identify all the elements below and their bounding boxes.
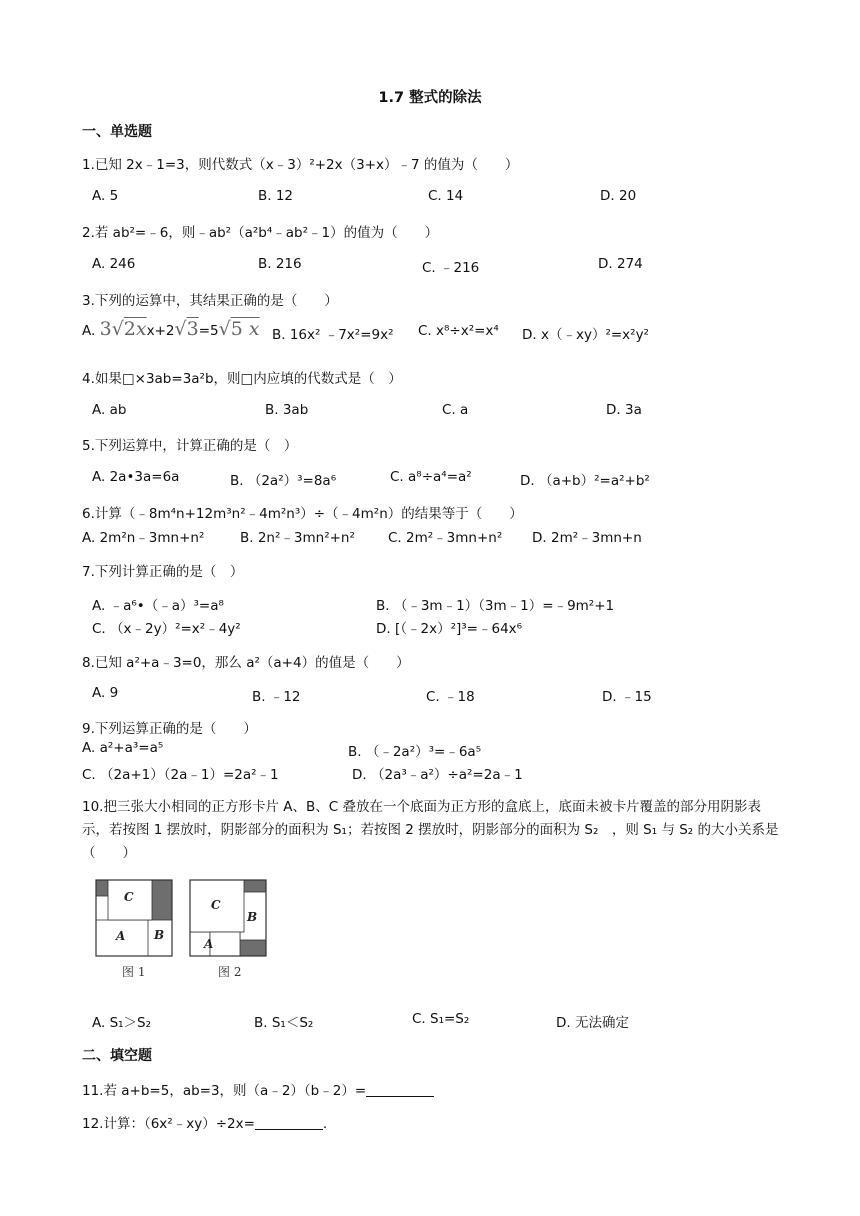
figure-2 bbox=[190, 880, 266, 979]
page-title: 1.7 整式的除法 bbox=[378, 90, 482, 106]
question-6-stem: 6.计算（﹣8m⁴n+12m³n²﹣4m²n³）÷（﹣4m²n）的结果等于（ ） bbox=[82, 506, 523, 522]
question-12-tail: . bbox=[322, 1116, 328, 1132]
option-a-label: A. bbox=[82, 323, 100, 339]
question-5-option-c[interactable]: C. a⁸÷a⁴=a² bbox=[390, 469, 472, 485]
question-12 bbox=[82, 1112, 327, 1132]
question-1-option-b[interactable]: B. 12 bbox=[258, 188, 294, 204]
question-8-option-b[interactable]: B. ﹣12 bbox=[252, 689, 301, 705]
section-heading-single-choice: 一、单选题 bbox=[82, 124, 152, 140]
question-10-option-b[interactable]: B. S₁＜S₂ bbox=[254, 1015, 314, 1031]
figure-1-label-a: A bbox=[116, 929, 126, 943]
question-8-stem: 8.已知 a²+a﹣3=0，那么 a²（a+4）的值是（ ） bbox=[82, 655, 410, 671]
question-11 bbox=[82, 1079, 434, 1099]
question-3-option-c[interactable]: C. x⁸÷x²=x⁴ bbox=[418, 323, 499, 339]
question-2-option-b[interactable]: B. 216 bbox=[258, 256, 302, 272]
question-4-option-c[interactable]: C. a bbox=[442, 402, 469, 418]
question-1-option-d[interactable]: D. 20 bbox=[600, 188, 637, 204]
question-4-option-d[interactable]: D. 3a bbox=[606, 402, 642, 418]
question-2-option-c[interactable]: C. ﹣216 bbox=[422, 260, 480, 276]
question-3-stem: 3.下列的运算中，其结果正确的是（ ） bbox=[82, 293, 338, 309]
question-2-option-d[interactable]: D. 274 bbox=[598, 256, 643, 272]
question-12-answer-blank[interactable] bbox=[255, 1116, 323, 1130]
question-7-option-d[interactable]: D. [（﹣2x）²]³=﹣64x⁶ bbox=[376, 621, 523, 637]
question-5-option-d[interactable]: D. （a+b）²=a²+b² bbox=[520, 473, 650, 489]
radical-expression-1: 3√2x bbox=[99, 318, 147, 340]
question-9-option-a[interactable]: A. a²+a³=a⁵ bbox=[82, 740, 164, 756]
question-6-option-d[interactable]: D. 2m²﹣3mn+n bbox=[532, 530, 642, 546]
question-10-option-c[interactable]: C. S₁=S₂ bbox=[412, 1011, 470, 1027]
figure-2-label-c: C bbox=[211, 898, 221, 912]
question-4-stem: 4.如果□×3ab=3a²b，则□内应填的代数式是（ ） bbox=[82, 371, 402, 387]
question-6-option-a[interactable]: A. 2m²n﹣3mn+n² bbox=[82, 530, 205, 546]
question-7-option-c[interactable]: C. （x﹣2y）²=x²﹣4y² bbox=[92, 621, 241, 637]
question-2-option-a[interactable]: A. 246 bbox=[92, 256, 136, 272]
question-8-option-d[interactable]: D. ﹣15 bbox=[602, 689, 652, 705]
question-10-figures bbox=[94, 876, 274, 980]
figure-1-label-b: B bbox=[154, 928, 165, 942]
figure-1-caption: 图 1 bbox=[122, 965, 146, 979]
question-5-option-a[interactable]: A. 2a•3a=6a bbox=[92, 469, 180, 485]
figure-1-label-c: C bbox=[124, 890, 134, 904]
question-11-answer-blank[interactable] bbox=[366, 1083, 434, 1097]
question-7-option-a[interactable]: A. ﹣a⁶•（﹣a）³=a⁸ bbox=[92, 598, 224, 614]
question-12-stem: 12.计算：（6x²﹣xy）÷2x= bbox=[82, 1116, 255, 1132]
figure-2-caption: 图 2 bbox=[218, 965, 242, 979]
question-8-option-a[interactable]: A. 9 bbox=[92, 685, 119, 701]
question-5-option-b[interactable]: B. （2a²）³=8a⁶ bbox=[230, 473, 337, 489]
question-8-option-c[interactable]: C. ﹣18 bbox=[426, 689, 475, 705]
question-11-stem: 11.若 a+b=5，ab=3，则（a﹣2）（b﹣2）= bbox=[82, 1083, 367, 1099]
question-7-stem: 7.下列计算正确的是（ ） bbox=[82, 564, 244, 580]
question-5-stem: 5.下列运算中，计算正确的是（ ） bbox=[82, 438, 298, 454]
question-4-option-b[interactable]: B. 3ab bbox=[265, 402, 309, 418]
question-3-option-d[interactable]: D. x（﹣xy）²=x²y² bbox=[522, 327, 649, 343]
question-1-stem: 1.已知 2x﹣1=3，则代数式（x﹣3）²+2x（3+x）﹣7 的值为（ ） bbox=[82, 157, 519, 173]
question-6-option-b[interactable]: B. 2n²﹣3mn²+n² bbox=[240, 530, 355, 546]
figure-2-label-b: B bbox=[247, 910, 258, 924]
section-heading-fill-blank: 二、填空题 bbox=[82, 1048, 152, 1064]
question-1-option-a[interactable]: A. 5 bbox=[92, 188, 119, 204]
radical-expression-2: √3 bbox=[174, 318, 199, 340]
question-1-option-c[interactable]: C. 14 bbox=[428, 188, 464, 204]
figure-2-label-a: A bbox=[204, 937, 214, 951]
question-10-option-d[interactable]: D. 无法确定 bbox=[556, 1015, 629, 1031]
figure-1 bbox=[96, 880, 172, 979]
question-9-option-c[interactable]: C. （2a+1）（2a﹣1）=2a²﹣1 bbox=[82, 767, 279, 783]
radical-expression-3: √5 x bbox=[218, 318, 260, 340]
question-10-option-a[interactable]: A. S₁＞S₂ bbox=[92, 1015, 152, 1031]
question-9-option-b[interactable]: B. （﹣2a²）³=﹣6a⁵ bbox=[348, 744, 482, 760]
question-9-stem: 9.下列运算正确的是（ ） bbox=[82, 721, 257, 737]
question-3-option-a[interactable]: A. 3√2xx+2√3=5√5 x bbox=[82, 318, 260, 340]
question-6-option-c[interactable]: C. 2m²﹣3mn+n² bbox=[388, 530, 503, 546]
question-3-option-b[interactable]: B. 16x² ﹣7x²=9x² bbox=[272, 327, 394, 343]
question-9-option-d[interactable]: D. （2a³﹣a²）÷a²=2a﹣1 bbox=[352, 767, 523, 783]
question-10-stem: 10.把三张大小相同的正方形卡片 A、B、C 叠放在一个底面为正方形的盒底上，底面未被卡片覆盖的部分用阴影表示，若按图 1 摆放时，阴影部分的面积为 S₁；若按图 2 摆放时，阴影部分的面积为 S₂ ，则 S₁ 与 S₂ 的大小关系是（ ） bbox=[82, 799, 779, 861]
question-4-option-a[interactable]: A. ab bbox=[92, 402, 127, 418]
question-7-option-b[interactable]: B. （﹣3m﹣1）（3m﹣1）=﹣9m²+1 bbox=[376, 598, 615, 614]
question-2-stem: 2.若 ab²=﹣6，则﹣ab²（a²b⁴﹣ab²﹣1）的值为（ ） bbox=[82, 225, 439, 241]
